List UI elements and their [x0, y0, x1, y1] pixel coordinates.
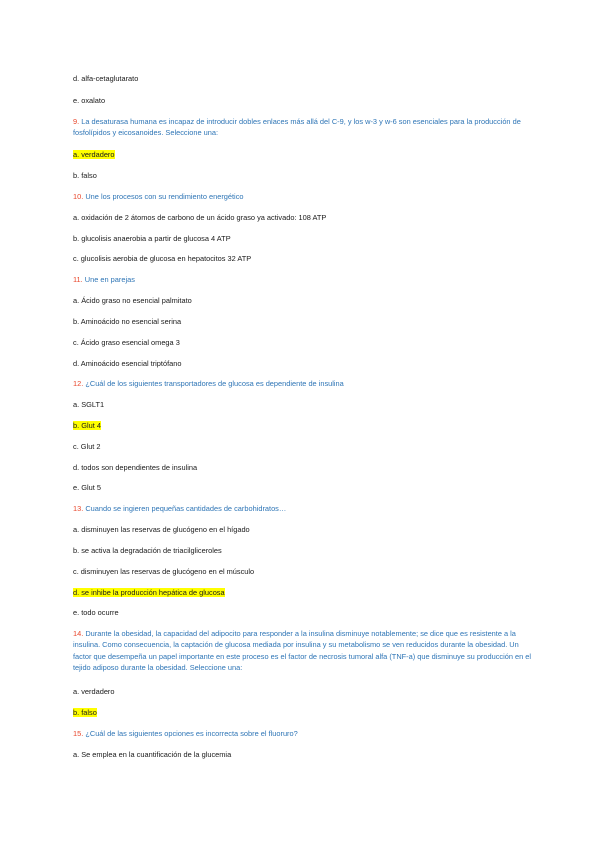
option-text: c. disminuyen las reservas de glucógeno en el músculo — [73, 567, 255, 576]
answer-option — [73, 462, 533, 473]
highlighted-answer: b. Glut 4 — [73, 421, 101, 430]
answer-option — [73, 545, 533, 556]
answer-option — [73, 482, 533, 493]
question-number: 13. — [73, 504, 84, 513]
option-text: e. Glut 5 — [73, 483, 101, 492]
question-body: Cuando se ingieren pequeñas cantidades de carbohidratos… — [85, 504, 287, 513]
option-text: b. glucolisis anaerobia a partir de glucosa 4 ATP — [73, 234, 231, 243]
answer-option — [73, 149, 533, 160]
answer-option — [73, 295, 533, 306]
option-text: b. falso — [73, 171, 97, 180]
answer-option — [73, 73, 533, 84]
highlighted-answer: b. falso — [73, 708, 97, 717]
answer-option — [73, 686, 533, 697]
question-text — [73, 191, 533, 202]
answer-option — [73, 253, 533, 264]
question-text — [73, 274, 533, 285]
option-text: c. Ácido graso esencial omega 3 — [73, 338, 180, 347]
question-text — [73, 378, 533, 389]
answer-option — [73, 233, 533, 244]
question-text — [73, 628, 533, 674]
answer-option — [73, 358, 533, 369]
answer-option — [73, 441, 533, 452]
option-text: e. oxalato — [73, 96, 106, 105]
answer-option — [73, 707, 533, 718]
option-text: b. se activa la degradación de triacilgliceroles — [73, 546, 222, 555]
answer-option — [73, 170, 533, 181]
option-text: a. SGLT1 — [73, 400, 105, 409]
highlighted-answer: a. verdadero — [73, 150, 115, 159]
answer-option — [73, 95, 533, 106]
question-body: Durante la obesidad, la capacidad del adipocito para responder a la insulina disminuye notablemente; se dice que es resistente a la insulina. Como consecuencia, la captación de glucosa mediada por insulina y su metabolismo se ven reducidos durante la obesidad. Un factor que desempeña un papel importante en este proceso es el factor de necrosis tumoral alfa (TNF-a) que disminuye su producción en el tejido adiposo durante la obesidad. Seleccione una: — [73, 629, 532, 673]
option-text: a. oxidación de 2 átomos de carbono de un ácido graso ya activado: 108 ATP — [73, 213, 327, 222]
question-number: 11. — [73, 275, 83, 284]
answer-option — [73, 399, 533, 410]
answer-option — [73, 607, 533, 618]
question-text — [73, 116, 533, 139]
option-text: a. disminuyen las reservas de glucógeno en el hígado — [73, 525, 250, 534]
question-number: 15. — [73, 729, 84, 738]
question-number: 14. — [73, 629, 84, 638]
question-body: Une en parejas — [84, 275, 135, 284]
option-text: d. Aminoácido esencial triptófano — [73, 359, 182, 368]
answer-option — [73, 749, 533, 760]
answer-option — [73, 316, 533, 327]
question-number: 12. — [73, 379, 84, 388]
option-text: e. todo ocurre — [73, 608, 119, 617]
question-number: 10. — [73, 192, 84, 201]
option-text: a. verdadero — [73, 687, 115, 696]
answer-option — [73, 587, 533, 598]
answer-option — [73, 212, 533, 223]
highlighted-answer: d. se inhibe la producción hepática de glucosa — [73, 588, 225, 597]
question-body: La desaturasa humana es incapaz de introducir dobles enlaces más allá del C-9, y los w-3 y w-6 son esenciales para la producción de fosfolípidos y eicosanoides. Seleccione una: — [73, 117, 521, 138]
option-text: d. alfa-cetaglutarato — [73, 74, 139, 83]
answer-option — [73, 566, 533, 577]
question-text — [73, 728, 533, 739]
answer-option — [73, 337, 533, 348]
question-text — [73, 503, 533, 514]
question-body: Une los procesos con su rendimiento energético — [85, 192, 244, 201]
option-text: d. todos son dependientes de insulina — [73, 463, 198, 472]
option-text: c. Glut 2 — [73, 442, 101, 451]
option-text: a. Ácido graso no esencial palmitato — [73, 296, 192, 305]
answer-option — [73, 524, 533, 535]
answer-option — [73, 420, 533, 431]
option-text: c. glucolisis aerobia de glucosa en hepatocitos 32 ATP — [73, 254, 252, 263]
question-body: ¿Cuál de las siguientes opciones es incorrecta sobre el fluoruro? — [85, 729, 298, 738]
question-number: 9. — [73, 117, 80, 126]
question-body: ¿Cuál de los siguientes transportadores de glucosa es dependiente de insulina — [85, 379, 344, 388]
option-text: b. Aminoácido no esencial serina — [73, 317, 182, 326]
option-text: a. Se emplea en la cuantificación de la glucemia — [73, 750, 232, 759]
